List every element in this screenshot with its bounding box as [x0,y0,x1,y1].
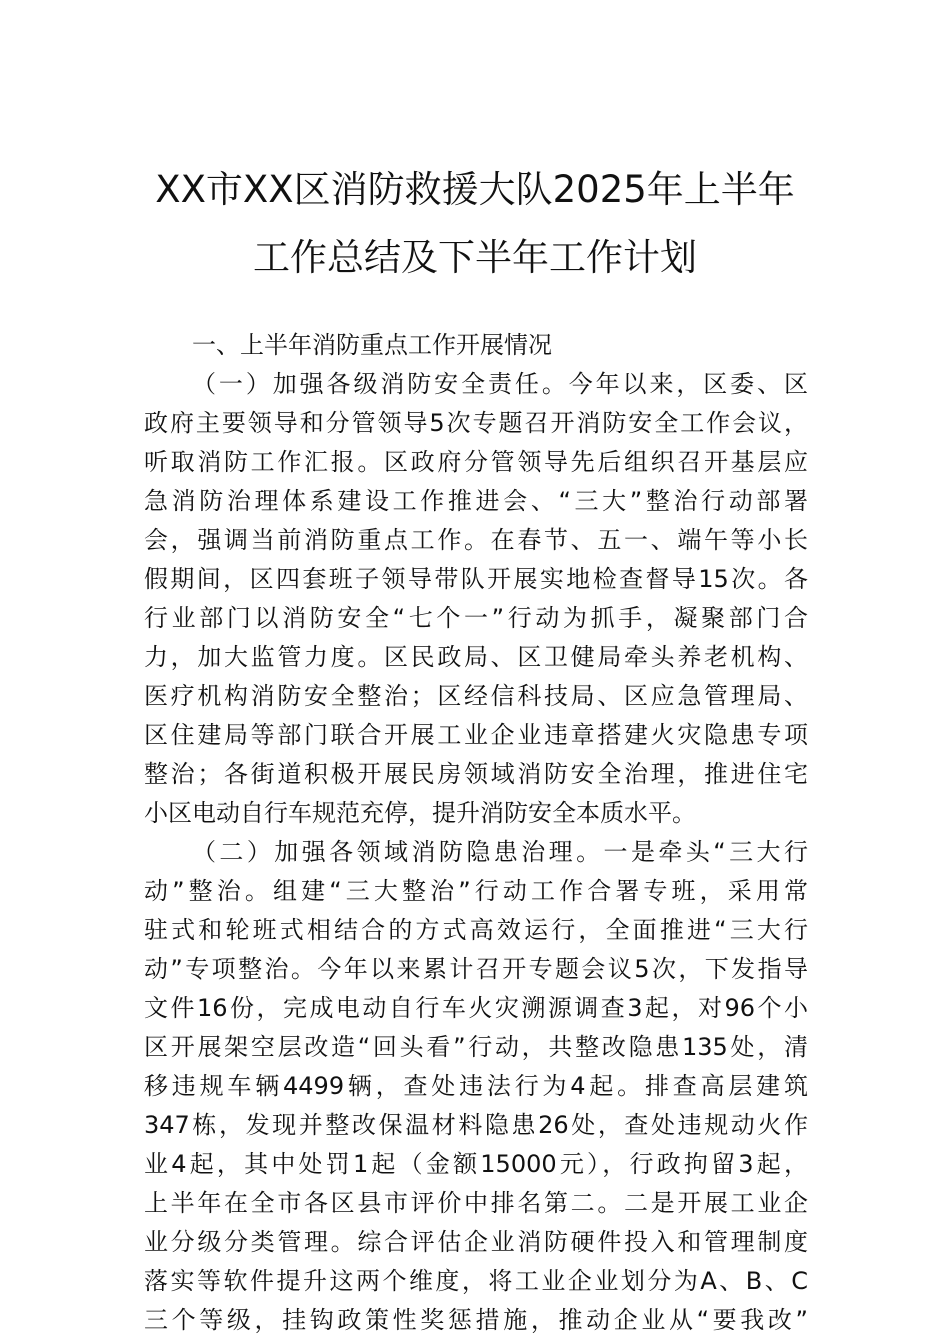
paragraph-line: 政府主要领导和分管领导5次专题召开消防安全工作会议， [144,409,808,437]
paragraph-line: 会，强调当前消防重点工作。在春节、五一、端午等小长 [144,526,808,554]
document-body [144,326,808,1340]
paragraph-line: 区住建局等部门联合开展工业企业违章搭建火灾隐患专项 [144,721,808,749]
paragraph-line: 行业部门以消防安全“七个一”行动为抓手，凝聚部门合 [144,604,808,632]
paragraph-line: （二）加强各领域消防隐患治理。一是牵头“三大行 [192,838,808,866]
paragraph-line: 文件16份，完成电动自行车火灾溯源调查3起，对96个小 [144,994,808,1022]
paragraph-line: （一）加强各级消防安全责任。今年以来，区委、区 [192,370,808,398]
paragraph-line: 动”专项整治。今年以来累计召开专题会议5次，下发指导 [144,955,808,983]
paragraph-line: 力，加大监管力度。区民政局、区卫健局牵头养老机构、 [144,643,808,671]
section-heading: 一、上半年消防重点工作开展情况 [192,331,552,359]
paragraph-line: 急消防治理体系建设工作推进会、“三大”整治行动部署 [144,487,808,515]
document-title-line-2: 工作总结及下半年工作计划 [253,236,697,279]
paragraph-line: 假期间，区四套班子领导带队开展实地检查督导15次。各 [144,565,808,593]
paragraph-line: 听取消防工作汇报。区政府分管领导先后组织召开基层应 [144,448,808,476]
paragraph-line: 动”整治。组建“三大整治”行动工作合署专班，采用常 [144,877,808,905]
paragraph-line: 小区电动自行车规范充停，提升消防安全本质水平。 [144,799,696,827]
paragraph-line: 上半年在全市各区县市评价中排名第二。二是开展工业企 [144,1189,808,1217]
paragraph-line: 区开展架空层改造“回头看”行动，共整改隐患135处，清 [144,1033,808,1061]
paragraph-line: 347栋，发现并整改保温材料隐患26处，查处违规动火作 [144,1111,808,1139]
document-title-line-1: XX市XX区消防救援大队2025年上半年 [155,168,795,211]
paragraph-line: 整治；各街道积极开展民房领域消防安全治理，推进住宅 [144,760,808,788]
paragraph-line: 驻式和轮班式相结合的方式高效运行，全面推进“三大行 [144,916,808,944]
paragraph-line: 三个等级，挂钩政策性奖惩措施，推动企业从“要我改” [144,1306,808,1334]
paragraph-line: 医疗机构消防安全整治；区经信科技局、区应急管理局、 [144,682,808,710]
paragraph-line: 移违规车辆4499辆，查处违法行为4起。排查高层建筑 [144,1072,808,1100]
paragraph-line: 业4起，其中处罚1起（金额15000元），行政拘留3起， [144,1150,808,1178]
paragraph-line: 业分级分类管理。综合评估企业消防硬件投入和管理制度 [144,1228,808,1256]
paragraph-line: 落实等软件提升这两个维度，将工业企业划分为A、B、C [144,1267,808,1295]
